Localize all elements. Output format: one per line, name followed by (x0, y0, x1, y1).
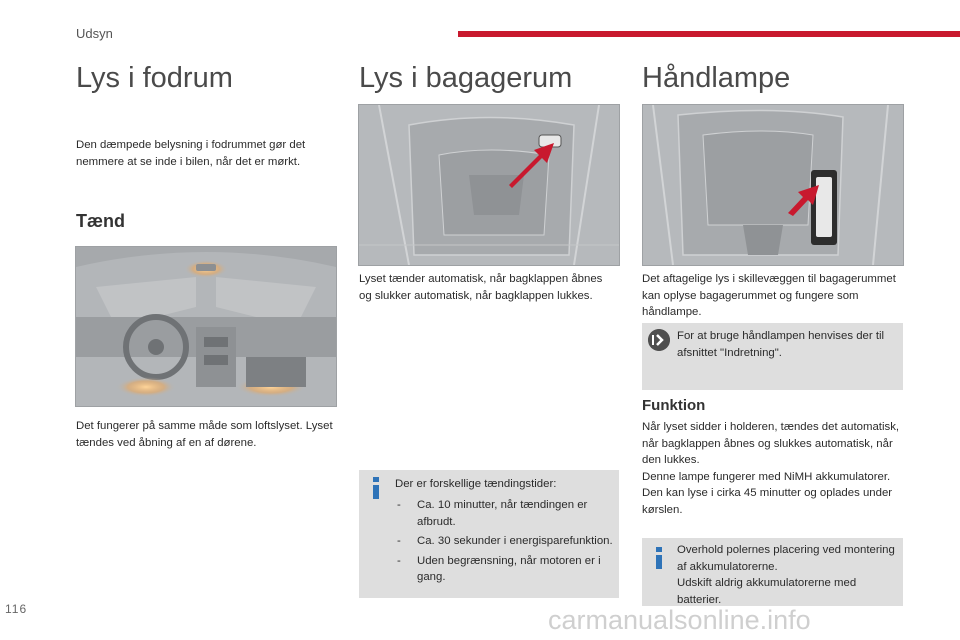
haandlampe-text: Det aftagelige lys i skillevæggen til bagagerummet kan oplyse bagagerummet og fungere som håndlampe. (642, 273, 896, 318)
info-icon (365, 476, 387, 500)
list-item: - Uden begrænsning, når motoren er i gang. (395, 553, 613, 586)
funktion-text (642, 419, 904, 518)
funktion-paragraph: Den kan lyse i cirka 45 minutter og oplades under kørslen. (642, 487, 893, 516)
list-item: - Ca. 30 sekunder i energisparefunktion. (395, 533, 613, 550)
info-line: Overhold polernes placering ved montering af akkumulatorerne. (677, 544, 895, 573)
list-item: - Ca. 10 minutter, når tændingen er afbrudt. (395, 497, 613, 530)
heading-lys-i-fodrum: Lys i fodrum (76, 62, 233, 94)
info-box-taendingstider (359, 470, 619, 598)
note-box-indretning (642, 323, 903, 390)
info-icon (648, 546, 670, 570)
section-label: Udsyn (76, 26, 113, 41)
fodrum-intro-text: Den dæmpede belysning i fodrummet gør det nemmere at se inde i bilen, når det er mørkt. (76, 139, 306, 168)
bagagerum-text: Lyset tænder automatisk, når bagklappen åbnes og slukker automatisk, når bagklappen lukkes. (359, 273, 603, 302)
dashboard-footwell-lights-illustration (75, 246, 337, 407)
info-box-list (395, 494, 613, 586)
cross-reference-icon (648, 329, 670, 351)
info-box-akkumulatorer (642, 538, 903, 606)
funktion-paragraph: Når lyset sidder i holderen, tændes det automatisk, når bagklappen åbnes og slukkes automatisk, når den lukkes. (642, 421, 900, 466)
fodrum-caption-text: Det fungerer på samme måde som loftslyset. Lyset tændes ved åbning af en af dørene. (76, 420, 333, 449)
watermark: carmanualsonline.info (548, 605, 811, 635)
trunk-light-illustration (358, 104, 620, 266)
hand-lamp-illustration (642, 104, 904, 266)
funktion-paragraph: Denne lampe fungerer med NiMH akkumulatorer. (642, 470, 891, 483)
info-box-akkumulatorer-text (677, 542, 897, 608)
info-line: Udskift aldrig akkumulatorerne med batterier. (677, 577, 857, 606)
heading-lys-i-bagagerum: Lys i bagagerum (359, 62, 573, 94)
heading-taend: Tænd (76, 211, 125, 231)
page-number: 116 (5, 602, 28, 616)
heading-haandlampe: Håndlampe (642, 62, 791, 94)
note-box-text: For at bruge håndlampen henvises der til afsnittet "Indretning". (677, 330, 885, 359)
info-box-heading: Der er forskellige tændingstider: (395, 478, 557, 490)
heading-funktion: Funktion (642, 397, 706, 414)
header-accent-bar (458, 31, 960, 37)
